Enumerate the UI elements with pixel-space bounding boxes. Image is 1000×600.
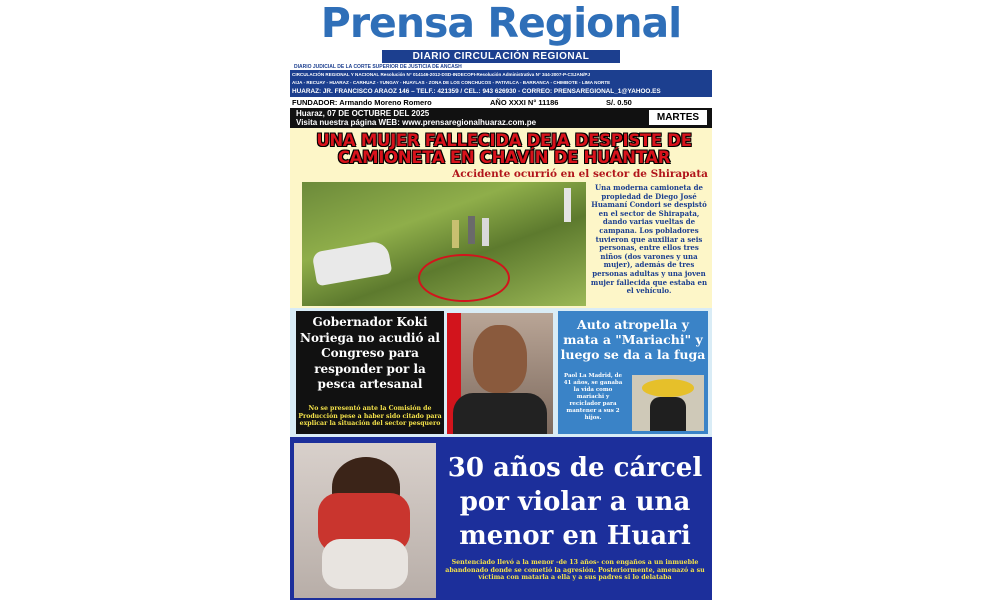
website-text: Visita nuestra página WEB: www.prensaregionalhuaraz.com.pe	[296, 118, 537, 127]
governor-photo	[447, 313, 553, 434]
mariachi-photo	[632, 375, 704, 431]
child-legs	[322, 539, 408, 589]
lead-story	[290, 128, 712, 308]
address-bar: HUARAZ: JR. FRANCISCO ARAOZ 146 – TELF.: 421359 / CEL.: 943 626930 - CORREO: PRENSAREGIONAL_1@YAHOO.ES	[290, 87, 712, 97]
info-strip	[290, 97, 712, 108]
lead-body: Una moderna camioneta de propiedad de Diego José Huamaní Condori se despistó en el sector de Shirapata, dando varias vueltas de campana. Los pobladores tuvieron que auxiliar a seis personas, entre ellos tres niños (dos varones y una mujer), además de tres personas adultas y una joven mujer fallecida que estaba en el vehículo.	[590, 183, 708, 296]
accident-photo	[302, 182, 586, 306]
lead-headline[interactable]: UNA MUJER FALLECIDA DEJA DESPISTE DE CAMIONETA EN CHAVÍN DE HUÁNTAR	[316, 131, 692, 167]
highlight-circle	[418, 254, 510, 302]
rescuer-figure	[564, 188, 571, 222]
newspaper-front-page	[290, 0, 712, 600]
governor-headline: Gobernador Koki Noriega no acudió al Congreso para responder por la pesca artesanal	[299, 315, 440, 391]
mariachi-summary: Paol La Madrid, de 41 años, se ganaba la vida como mariachi y reciclador para mantener a sus 2 hijos.	[563, 373, 623, 421]
circulation-banner: DIARIO CIRCULACIÓN REGIONAL	[382, 50, 620, 63]
lead-subheadline: Accidente ocurrió en el sector de Shirapata	[452, 168, 708, 180]
sombrero-shape	[642, 379, 694, 397]
date-band	[290, 108, 712, 128]
governor-face	[473, 325, 527, 393]
founder-text: FUNDADOR: Armando Moreno Romero	[292, 98, 432, 107]
governor-summary: No se presentó ante la Comisión de Producción pese a haber sido citado para explicar la situación del sector pesquero	[298, 405, 442, 427]
price-text: S/. 0.50	[606, 98, 632, 107]
secondary-stories	[290, 308, 712, 437]
prison-headline: 30 años de cárcel por violar a una menor en Huari	[447, 453, 703, 551]
coverage-bar: AIJA - RECUAY - HUARAZ - CARHUAZ - YUNGAY - HUAYLAS - ZONA DE LOS CONCHUCOS - PATIVILCA - BARRANCA - CHIMBOTE - LIMA NORTE	[290, 79, 712, 87]
overturned-vehicle	[312, 240, 393, 287]
governor-story[interactable]	[296, 311, 444, 434]
prison-story[interactable]	[290, 437, 712, 600]
registry-bar: CIRCULACIÓN REGIONAL Y NACIONAL Resolución N° 014146-2012-DSD-INDECOPI-Resolución Administrativa N° 344-2007-P-CSJAN/PJ	[290, 70, 712, 79]
governor-suit	[453, 393, 547, 434]
judicial-notice: DIARIO JUDICIAL DE LA CORTE SUPERIOR DE JUSTICIA DE ANCASH	[294, 64, 462, 70]
child-photo	[294, 443, 436, 598]
newspaper-title: Prensa Regional	[320, 0, 682, 47]
date-text: Huaraz, 07 DE OCTUBRE DEL 2025	[296, 109, 430, 118]
prison-detail: Sentenciado llevó a la menor -de 13 años- con engaños a un inmueble abandonado donde se cometió la agresión. Posteriormente, amenazó a su víctima con matarla a ella y a sus padres si lo delataba	[445, 559, 705, 582]
rescuer-figure	[452, 220, 459, 248]
mariachi-story[interactable]	[558, 311, 708, 434]
mariachi-figure	[650, 397, 686, 431]
weekday-box: MARTES	[649, 110, 707, 125]
rescuer-figure	[482, 218, 489, 246]
rescuer-figure	[468, 216, 475, 244]
mariachi-headline: Auto atropella y mata a "Mariachi" y luego se da a la fuga	[560, 317, 706, 362]
masthead	[290, 0, 712, 48]
edition-text: AÑO XXXI N° 11186	[490, 98, 559, 107]
